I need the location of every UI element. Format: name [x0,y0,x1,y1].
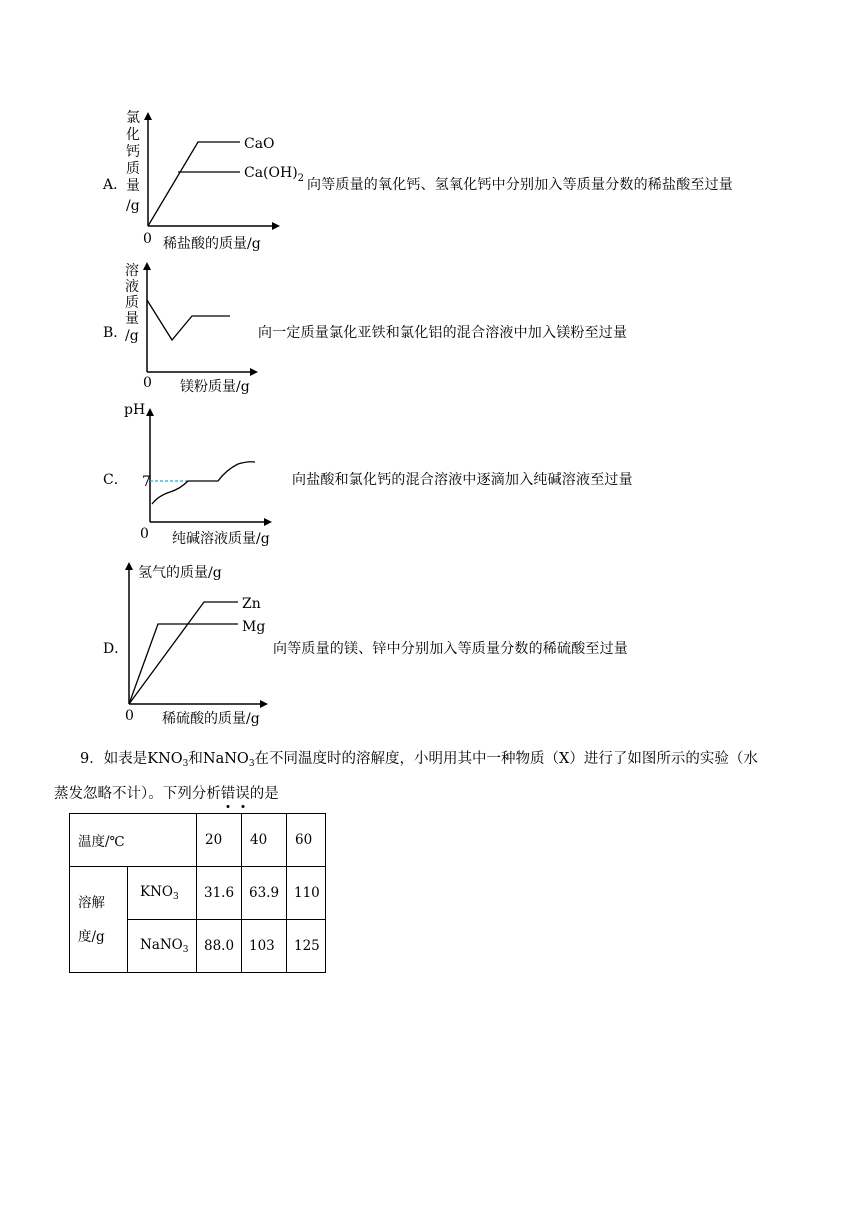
graph-c [118,396,298,551]
row-substance-name: $KNO_3$ [128,867,197,920]
option-a-description: 向等质量的氧化钙、氢氧化钙中分别加入等质量分数的稀盐酸至过量 [307,177,733,193]
graph-d-origin: 0 [125,708,134,724]
question-9-line-2 [54,779,279,809]
table-cell: 103 [242,920,287,973]
graph-c-ylabel: pH [124,402,146,418]
graph-a-caoh2-label: $Ca(OH)_2$ [244,165,305,184]
option-c-letter: C． [103,472,128,488]
option-d-description: 向等质量的镁、锌中分别加入等质量分数的稀硫酸至过量 [273,641,628,657]
emphasis-char-1: 错 [220,786,236,802]
kno3-formula: $KNO_3$ [147,751,189,769]
graph-a-ylabel-1: 氯 [126,110,140,126]
graph-c-mark-7: 7 [142,474,151,490]
option-b-description: 向一定质量氯化亚铁和氯化铝的混合溶液中加入镁粉至过量 [258,325,628,341]
temp-cell: 20 [197,814,242,867]
graph-b-ylabel-3: 质 [125,295,139,311]
table-cell: 63.9 [242,867,287,920]
emphasis-char-2: 误 [235,786,250,802]
table-cell: 125 [287,920,326,973]
question-9-text-d: 的是 [249,786,279,802]
graph-a-ylabel-6: /g [126,198,140,214]
graph-d-ylabel: 氢气的质量/g [138,565,222,581]
table-cell: 110 [287,867,326,920]
graph-d-xlabel: 稀硫酸的质量/g [162,711,260,727]
temp-cell: 40 [242,814,287,867]
graph-b-ylabel-2: 液 [125,279,139,295]
option-a-letter: A． [103,177,128,193]
table-header-row [70,814,326,867]
solubility-group-label: 溶解 度/g [70,867,128,973]
row-substance-name: NaNO$_3$ [128,920,197,973]
question-9-text-b: 在不同温度时的溶解度，小明用其中一种物质（X）进行了如图所示的实验（水 [254,751,758,767]
graph-c-xlabel: 纯碱溶液质量/g [172,531,270,547]
graph-a-cao-label: CaO [244,136,275,152]
graph-d-zn-label: Zn [242,596,261,612]
graph-d-zn-line [129,602,238,704]
graph-a-ylabel-5: 量 [126,178,140,194]
table-row [70,867,326,920]
graph-b-ylabel-1: 溶 [125,263,139,279]
graph-d [118,556,283,728]
graph-a-origin: 0 [143,231,152,247]
graph-b-ylabel-4: 量 [125,311,139,327]
graph-c-origin: 0 [140,526,149,542]
temp-header-cell: 温度/℃ [70,814,197,867]
option-c-description: 向盐酸和氯化钙的混合溶液中逐滴加入纯碱溶液至过量 [292,472,633,488]
question-9-text-a: 如表是 [103,751,148,767]
graph-a-xlabel: 稀盐酸的质量/g [163,236,261,252]
graph-b-xlabel: 镁粉质量/g [180,379,250,395]
question-9-text-and: 和 [188,751,203,767]
table-cell: 88.0 [197,920,242,973]
graph-b-ylabel-5: /g [125,328,139,344]
graph-a [118,108,313,256]
graph-d-mg-line [129,624,238,704]
temp-cell: 60 [287,814,326,867]
solubility-table [69,813,326,973]
option-b-letter: B． [103,325,128,341]
graph-a-ylabel-4: 质 [126,161,140,177]
graph-a-ylabel-3: 钙 [126,144,140,160]
graph-b-origin: 0 [143,375,152,391]
graph-b [118,260,263,398]
graph-d-mg-label: Mg [242,619,266,635]
question-9-text-c: 蒸发忽略不计）。下列分析 [54,786,221,802]
graph-b-curve [147,300,230,340]
question-9-number: 9． [80,751,104,767]
table-cell: 31.6 [197,867,242,920]
graph-a-cao-line [148,142,240,226]
option-d-letter: D． [103,641,129,657]
graph-c-curve [152,462,255,504]
nano3-formula: NaNO$_3$ [202,751,255,769]
graph-a-ylabel-2: 化 [126,127,140,143]
question-9-line-1 [80,744,785,779]
